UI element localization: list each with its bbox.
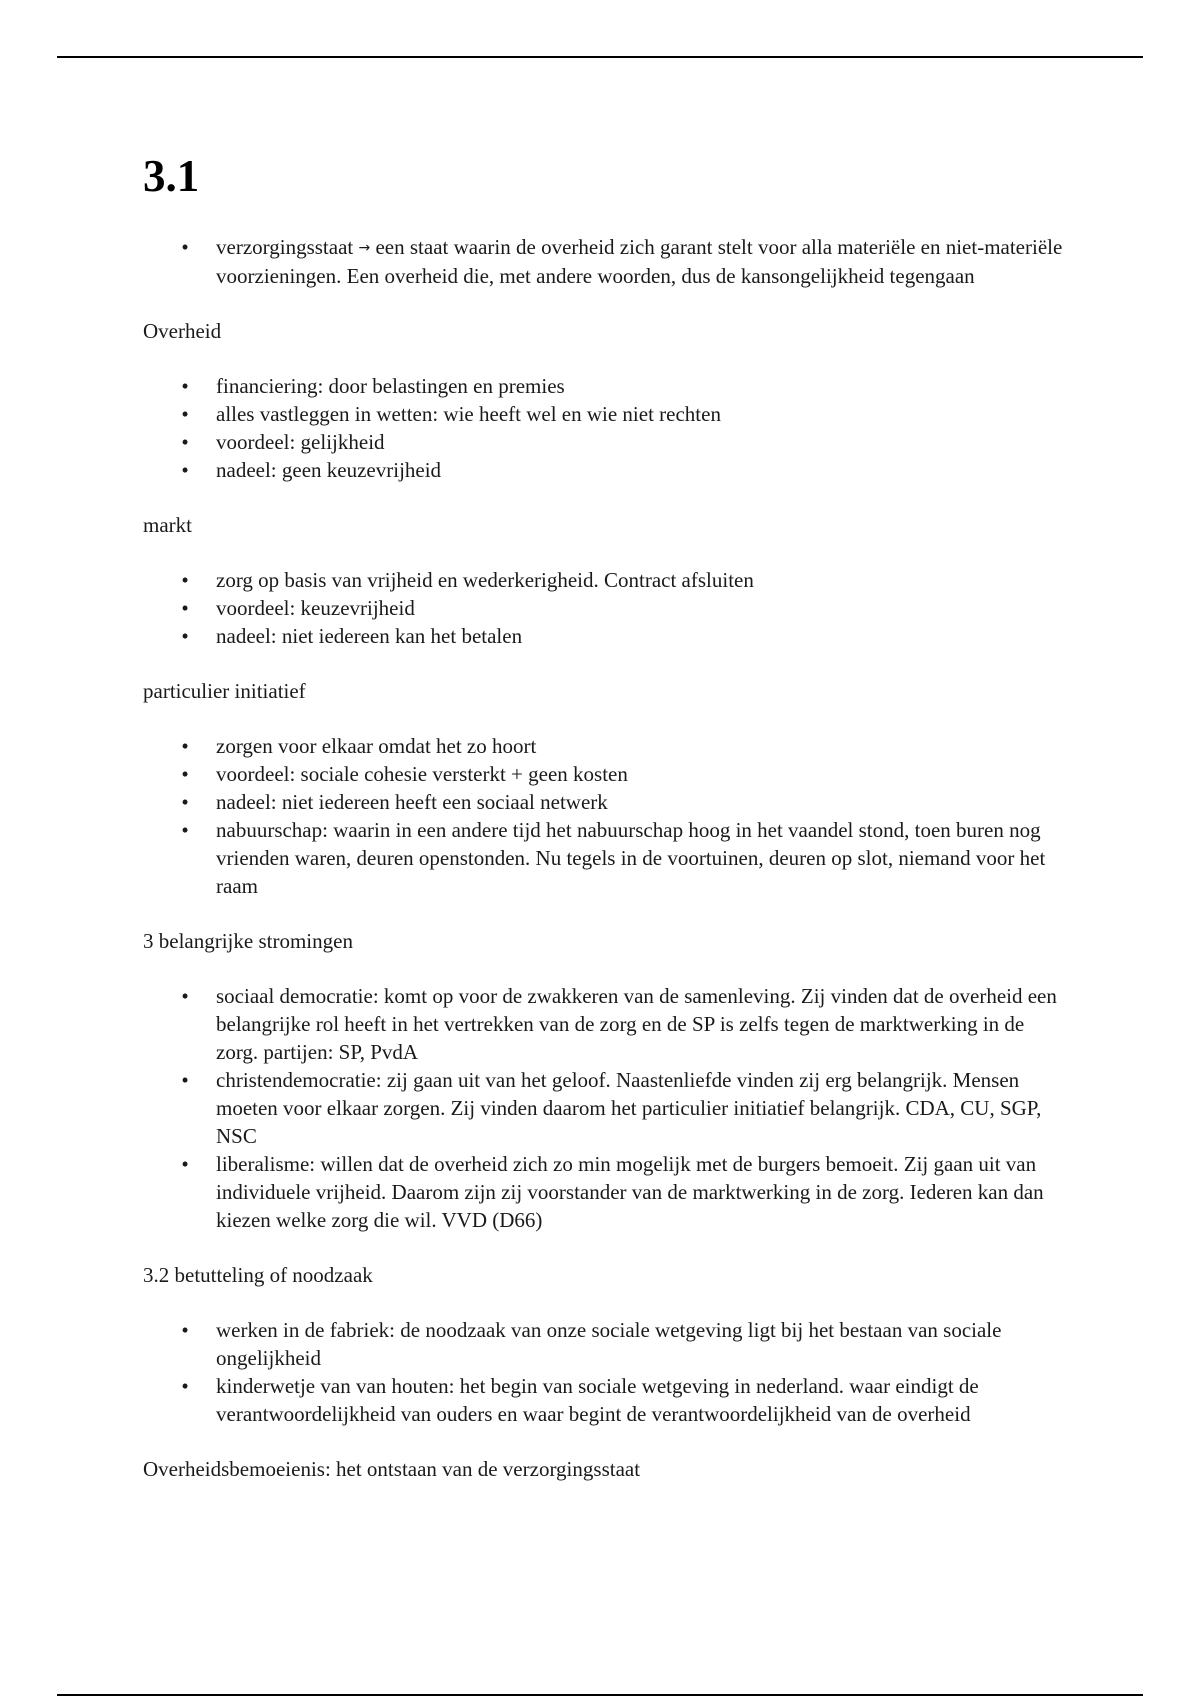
top-divider (57, 56, 1143, 58)
list-item-text: christendemocratie: zij gaan uit van het geloof. Naastenliefde vinden zij erg belangrijk. Mensen moeten voor elkaar zorgen. Zij vinden daarom het particulier initiatief belangrijk. CDA, CU, SGP, NSC (216, 1068, 1042, 1148)
list-item (143, 594, 1063, 622)
section-list-overheid (143, 372, 1063, 484)
closing-label: Overheidsbemoeienis: het ontstaan van de verzorgingsstaat (143, 1457, 641, 1481)
list-item (143, 1150, 1063, 1234)
list-item (143, 372, 1063, 400)
bullet-icon: • (181, 235, 189, 259)
list-item-text: voordeel: gelijkheid (216, 430, 385, 454)
section-list-markt (143, 566, 1063, 650)
section-label-markt: markt (143, 513, 192, 537)
list-item-text: alles vastleggen in wetten: wie heeft wel en wie niet rechten (216, 402, 721, 426)
list-item-text: nadeel: niet iedereen heeft een sociaal netwerk (216, 790, 608, 814)
list-item (143, 732, 1063, 760)
list-item-text: sociaal democratie: komt op voor de zwakkeren van de samenleving. Zij vinden dat de overheid een belangrijke rol heeft in het vertrekken van de zorg en de SP is zelfs tegen de marktwerking in de zorg. partijen: SP, PvdA (216, 984, 1057, 1064)
list-item-text: voordeel: keuzevrijheid (216, 596, 415, 620)
term-text: verzorgingsstaat (216, 235, 354, 259)
section-list-betutteling (143, 1316, 1063, 1428)
list-item-text: nabuurschap: waarin in een andere tijd het nabuurschap hoog in het vaandel stond, toen buren nog vrienden waren, deuren openstonden. Nu tegels in de voortuinen, deuren op slot, niemand voor het raam (216, 818, 1046, 898)
list-item (143, 456, 1063, 484)
bullet-icon: • (181, 624, 189, 648)
bullet-icon: • (181, 818, 189, 842)
bullet-icon: • (181, 734, 189, 758)
list-item (143, 816, 1063, 900)
section-label-overheid: Overheid (143, 319, 222, 343)
intro-list (143, 233, 1063, 290)
list-item-text: nadeel: niet iedereen kan het betalen (216, 624, 523, 648)
bottom-divider (57, 1694, 1143, 1696)
document-body (143, 140, 1063, 1510)
bullet-icon: • (181, 458, 189, 482)
list-item (143, 428, 1063, 456)
list-item (143, 760, 1063, 788)
bullet-icon: • (181, 984, 189, 1008)
list-item-text: werken in de fabriek: de noodzaak van onze sociale wetgeving ligt bij het bestaan van sociale ongelijkheid (216, 1318, 1002, 1370)
list-item-text: zorg op basis van vrijheid en wederkerigheid. Contract afsluiten (216, 568, 754, 592)
bullet-icon: • (181, 430, 189, 454)
bullet-icon: • (181, 402, 189, 426)
list-item (143, 622, 1063, 650)
list-item (143, 788, 1063, 816)
list-item-text: financiering: door belastingen en premies (216, 374, 565, 398)
definition-text: een staat waarin de overheid zich garant stelt voor alla materiële en niet-materiële voorzieningen. Een overheid die, met andere woorden, dus de kansongelijkheid tegengaan (216, 235, 1063, 288)
list-item-text: kinderwetje van van houten: het begin van sociale wetgeving in nederland. waar eindigt de verantwoordelijkheid van ouders en waar begint de verantwoordelijkheid van de overheid (216, 1374, 979, 1426)
list-item (143, 1316, 1063, 1372)
list-item-text: zorgen voor elkaar omdat het zo hoort (216, 734, 537, 758)
list-item (143, 233, 1063, 290)
section-label-particulier-initiatief: particulier initiatief (143, 679, 306, 703)
bullet-icon: • (181, 1374, 189, 1398)
page-title: 3.1 (143, 151, 200, 201)
section-list-stromingen (143, 982, 1063, 1234)
list-item-text: voordeel: sociale cohesie versterkt + geen kosten (216, 762, 628, 786)
list-item (143, 1372, 1063, 1428)
section-label-betutteling: 3.2 betutteling of noodzaak (143, 1263, 373, 1287)
list-item-text: nadeel: geen keuzevrijheid (216, 458, 442, 482)
list-item (143, 982, 1063, 1066)
bullet-icon: • (181, 374, 189, 398)
section-list-particulier-initiatief (143, 732, 1063, 900)
bullet-icon: • (181, 568, 189, 592)
bullet-icon: • (181, 762, 189, 786)
bullet-icon: • (181, 1152, 189, 1176)
bullet-icon: • (181, 1068, 189, 1092)
bullet-icon: • (181, 790, 189, 814)
list-item (143, 1066, 1063, 1150)
bullet-icon: • (181, 1318, 189, 1342)
section-label-stromingen: 3 belangrijke stromingen (143, 929, 353, 953)
list-item (143, 566, 1063, 594)
list-item-text: liberalisme: willen dat de overheid zich zo min mogelijk met de burgers bemoeit. Zij gaan uit van individuele vrijheid. Daarom zijn zij voorstander van de marktwerking in de zorg. Iederen kan dan kiezen welke zorg die wil. VVD (D66) (216, 1152, 1044, 1232)
list-item (143, 400, 1063, 428)
arrow-right-icon: → (358, 240, 371, 256)
bullet-icon: • (181, 596, 189, 620)
